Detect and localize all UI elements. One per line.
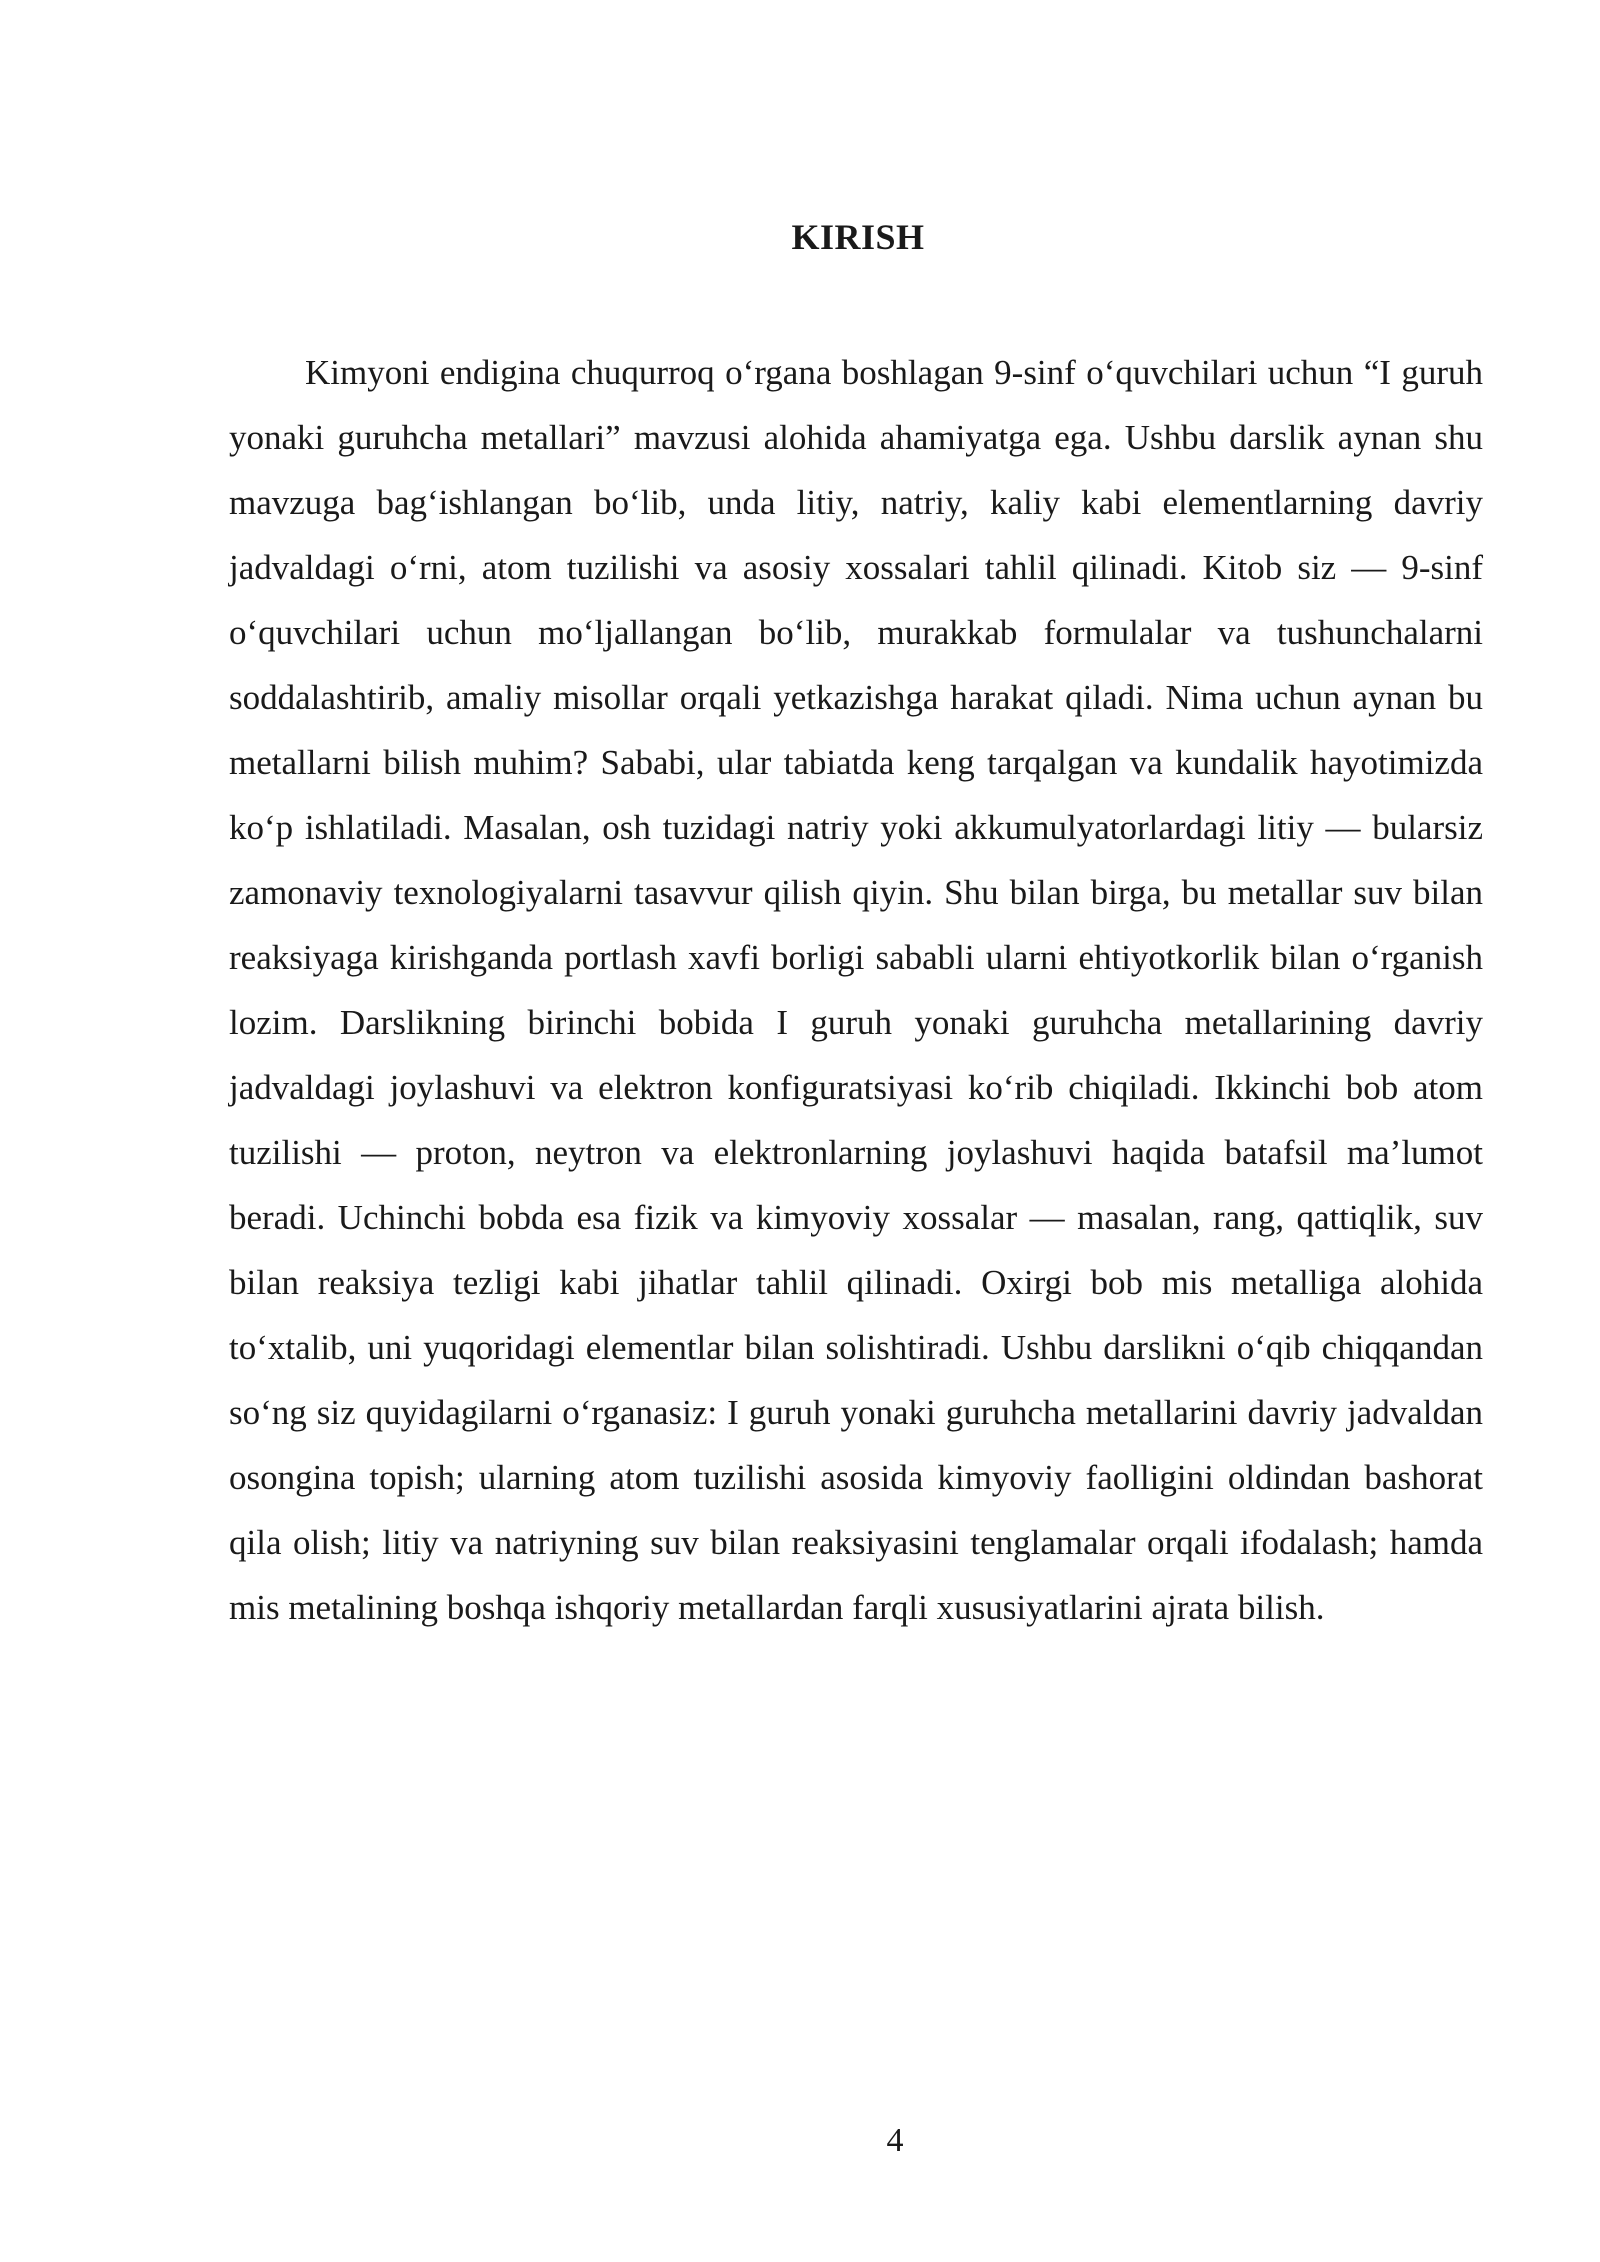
page-number: 4 — [886, 2122, 904, 2159]
body-paragraph: Kimyoni endigina chuqurroq o‘rgana boshlagan 9-sinf o‘quvchilari uchun “I guruh yonaki guruhcha metallari” mavzusi alohida ahamiyatga ega. Ushbu darslik aynan shu mavzuga bag‘ishlangan bo‘lib, unda litiy, natriy, kaliy kabi elementlarning davriy jadvaldagi o‘rni, atom tuzilishi va asosiy xossalari tahlil qilinadi. Kitob siz — 9-sinf o‘quvchilari uchun mo‘ljallangan bo‘lib, murakkab formulalar va tushunchalarni soddalashtirib, amaliy misollar orqali yetkazishga harakat qiladi. Nima uchun aynan bu metallarni bilish muhim? Sababi, ular tabiatda keng tarqalgan va kundalik hayotimizda ko‘p ishlatiladi. Masalan, osh tuzidagi natriy yoki akkumulyatorlardagi litiy — bularsiz zamonaviy texnologiyalarni tasavvur qilish qiyin. Shu bilan birga, bu metallar suv bilan reaksiyaga kirishganda portlash xavfi borligi sababli ularni ehtiyotkorlik bilan o‘rganish lozim. Darslikning birinchi bobida I guruh yonaki guruhcha metallarining davriy jadvaldagi joylashuvi va elektron konfiguratsiyasi ko‘rib chiqiladi. Ikkinchi bob atom tuzilishi — proton, neytron va elektronlarning joylashuvi haqida batafsil ma’lumot beradi. Uchinchi bobda esa fizik va kimyoviy xossalar — masalan, rang, qattiqlik, suv bilan reaksiya tezligi kabi jihatlar tahlil qilinadi. Oxirgi bob mis metalliga alohida to‘xtalib, uni yuqoridagi elementlar bilan solishtiradi. Ushbu darslikni o‘qib chiqqandan so‘ng siz quyidagilarni o‘rganasiz: I guruh yonaki guruhcha metallarini davriy jadvaldan osongina topish; ularning atom tuzilishi asosida kimyoviy faolligini oldindan bashorat qila olish; litiy va natriyning suv bilan reaksiyasini tenglamalar orqali ifodalash; hamda mis metalining boshqa ishqoriy metallardan farqli xususiyatlarini ajrata bilish. — [229, 353, 1483, 1627]
page-title: KIRISH — [791, 217, 925, 257]
